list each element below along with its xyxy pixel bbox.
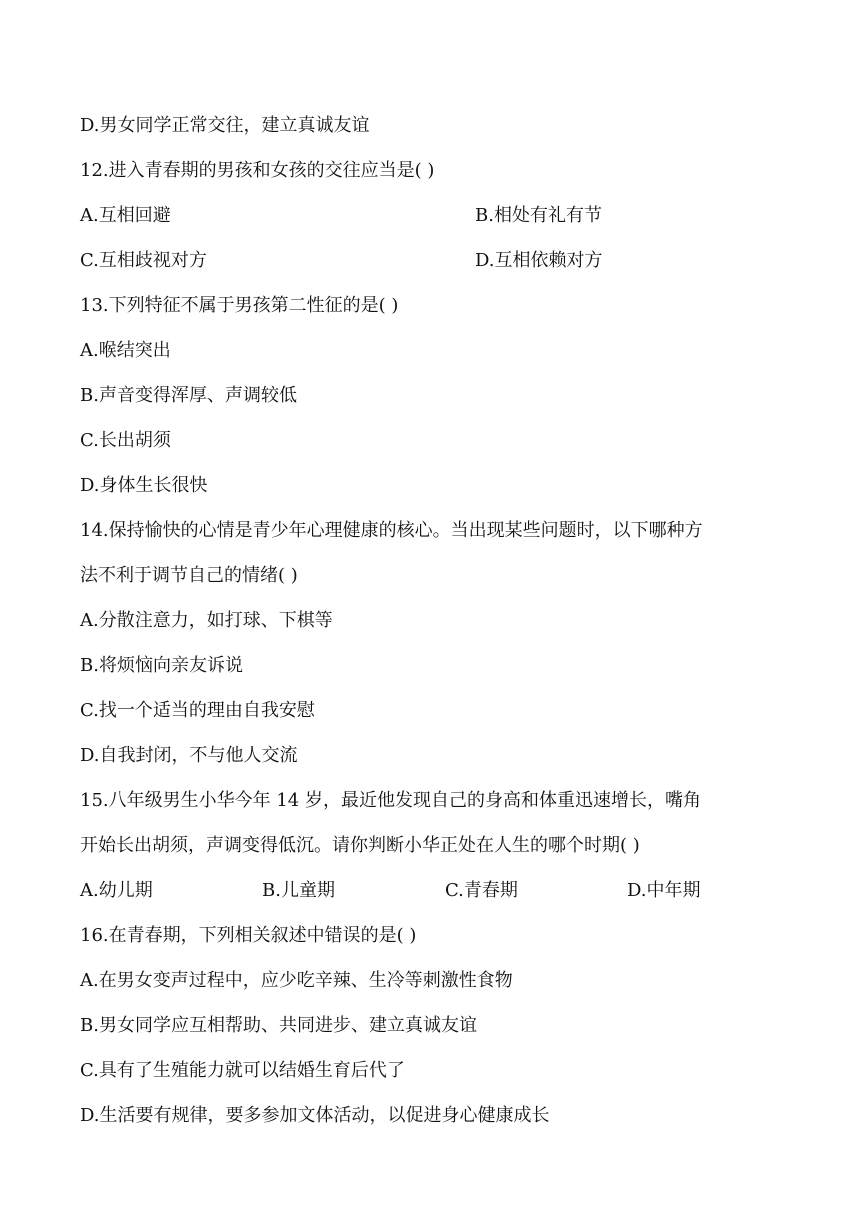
q14-option-b: B.将烦恼向亲友诉说: [80, 655, 243, 676]
q15-stem-line2: 开始长出胡须，声调变得低沉。请你判断小华正处在人生的哪个时期( ): [80, 835, 640, 856]
q12-option-b: B.相处有礼有节: [475, 205, 602, 226]
q16-stem: 16.在青春期，下列相关叙述中错误的是( ): [80, 925, 417, 946]
q13-option-c: C.长出胡须: [80, 430, 171, 451]
q14-stem-line2: 法不利于调节自己的情绪( ): [80, 565, 298, 586]
q11-option-d: D.男女同学正常交往，建立真诚友谊: [80, 115, 370, 136]
q13-option-a: A.喉结突出: [80, 340, 171, 361]
q13-stem: 13.下列特征不属于男孩第二性征的是( ): [80, 295, 399, 316]
q16-option-c: C.具有了生殖能力就可以结婚生育后代了: [80, 1060, 405, 1081]
q15-option-c: C.青春期: [445, 880, 518, 901]
q12-option-d: D.互相依赖对方: [475, 250, 603, 271]
q15-stem-line1: 15.八年级男生小华今年 14 岁，最近他发现自己的身高和体重迅速增长，嘴角: [80, 790, 701, 811]
q16-option-d: D.生活要有规律，要多参加文体活动，以促进身心健康成长: [80, 1105, 550, 1126]
q15-option-a: A.幼儿期: [80, 880, 153, 901]
q16-option-b: B.男女同学应互相帮助、共同进步、建立真诚友谊: [80, 1015, 477, 1036]
q14-stem-line1: 14.保持愉快的心情是青少年心理健康的核心。当出现某些问题时，以下哪种方: [80, 520, 703, 541]
q14-option-d: D.自我封闭，不与他人交流: [80, 745, 298, 766]
q14-option-c: C.找一个适当的理由自我安慰: [80, 700, 315, 721]
q13-option-d: D.身体生长很快: [80, 475, 208, 496]
q12-stem: 12.进入青春期的男孩和女孩的交往应当是( ): [80, 160, 435, 181]
q12-option-c: C.互相歧视对方: [80, 250, 207, 271]
q12-option-a: A.互相回避: [80, 205, 171, 226]
q14-option-a: A.分散注意力，如打球、下棋等: [80, 610, 333, 631]
q15-option-b: B.儿童期: [262, 880, 335, 901]
q16-option-a: A.在男女变声过程中，应少吃辛辣、生冷等刺激性食物: [80, 970, 513, 991]
q13-option-b: B.声音变得浑厚、声调较低: [80, 385, 297, 406]
q15-option-d: D.中年期: [627, 880, 701, 901]
